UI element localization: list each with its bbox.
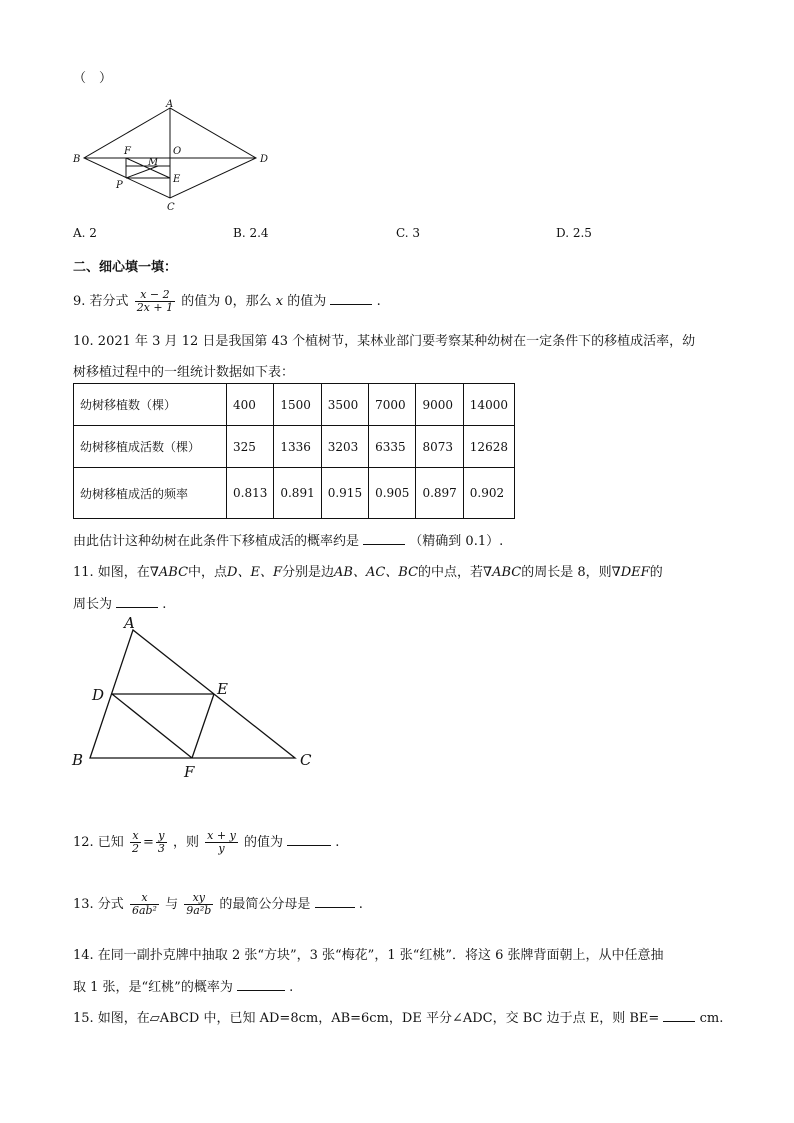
question-9: 9. 若分式 $\frac{x - 2}{2x + 1}$ 的值为 0，那么 x 的值为 . [73, 288, 381, 314]
q8-label-P: P [116, 180, 123, 191]
q9-answer-blank[interactable] [330, 292, 372, 305]
q8-label-O: O [173, 146, 182, 157]
q8-label-M: M [148, 157, 159, 168]
q11-label-E: E [217, 680, 228, 698]
section-title: 二、细心填一填： [73, 260, 178, 275]
q8-label-F: F [124, 146, 131, 157]
q11-label-A: A [124, 614, 135, 632]
q8-choice-c[interactable]: C. 3 [396, 226, 421, 240]
table-row: 幼树移植成活数（棵） 325 1336 3203 6335 8073 12628 [74, 426, 515, 468]
q9-fraction: $\frac{x - 2}{2x + 1}$ [136, 288, 174, 314]
q8-choice-d[interactable]: D. 2.5 [556, 226, 592, 240]
q8-choice-b[interactable]: B. 2.4 [233, 226, 269, 240]
question-11-line1: 11. 如图，在∇ABC中，点D、E、F分别是边AB、AC、BC的中点，若∇ABC的周长是 8，则∇DEF的 [73, 565, 663, 580]
question-10-line2: 树移植过程中的一组统计数据如下表： [73, 365, 295, 380]
q11-label-D: D [92, 686, 105, 704]
q11-label-B: B [72, 751, 84, 769]
q12-answer-blank[interactable] [287, 833, 331, 846]
question-12: 12. 已知 $\frac{x}{2}$ = $\frac{y}{3}$ ，则 $\frac{x + y}{y}$ 的值为 . [73, 829, 340, 855]
question-13: 13. 分式 $\frac{x}{\text{6ab²}}$ 与 $\frac{xy}{\text{9a²b}}$ 的最简公分母是 . [73, 891, 363, 917]
q11-label-F: F [184, 763, 195, 778]
q8-label-D: D [260, 154, 269, 165]
question-11-line2: 周长为 . [73, 597, 167, 612]
q11-triangle-figure [70, 612, 320, 778]
q8-rhombus-figure [70, 98, 280, 214]
survival-rate-table [73, 383, 515, 519]
question-10-line1: 10. 2021 年 3 月 12 日是我国第 43 个植树节，某林业部门要考察某种幼树在一定条件下的移植成活率，幼 [73, 334, 696, 349]
q8-label-B: B [73, 154, 81, 165]
question-15: 15. 如图，在▱ABCD 中，已知 AD=8cm，AB=6cm，DE 平分∠ADC，交 BC 边于点 E，则 BE= cm. [73, 1011, 724, 1026]
question-10-after: 由此估计这种幼树在此条件下移植成活的概率约是 （精确到 0.1）. [73, 534, 504, 549]
q14-answer-blank[interactable] [237, 978, 285, 991]
q10-answer-blank[interactable] [363, 532, 405, 545]
q8-label-E: E [173, 174, 181, 185]
q13-answer-blank[interactable] [315, 895, 355, 908]
table-row: 幼树移植成活的频率 0.813 0.891 0.915 0.905 0.897 0.902 [74, 468, 515, 519]
q8-label-A: A [166, 99, 174, 110]
q8-answer-paren: （ ） [73, 71, 113, 86]
table-row: 幼树移植数（棵） 400 1500 3500 7000 9000 14000 [74, 384, 515, 426]
q11-answer-blank[interactable] [116, 595, 158, 608]
question-14-line2: 取 1 张，是“红桃”的概率为 . [73, 980, 294, 995]
q15-answer-blank[interactable] [663, 1009, 695, 1022]
q8-choice-a[interactable]: A. 2 [73, 226, 97, 240]
q8-label-C: C [167, 202, 175, 213]
q11-label-C: C [300, 751, 312, 769]
question-14-line1: 14. 在同一副扑克牌中抽取 2 张“方块”，3 张“梅花”，1 张“红桃”．将这 6 张牌背面朝上，从中任意抽 [73, 948, 664, 963]
